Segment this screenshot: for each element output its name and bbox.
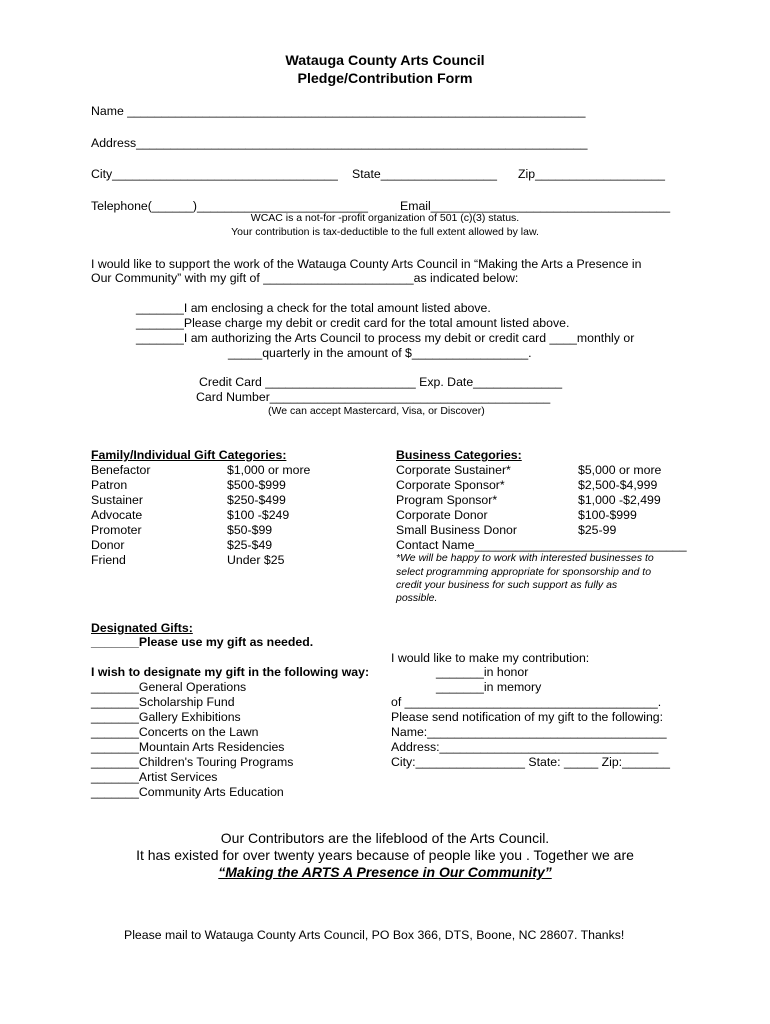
form-subtitle: Pledge/Contribution Form [297, 71, 473, 87]
designated-gifts-heading: Designated Gifts: [91, 621, 193, 635]
family-category-amount: $25-$49 [227, 538, 273, 552]
family-category-name: Promoter [91, 523, 142, 537]
family-category-amount: $1,000 or more [227, 463, 311, 477]
footer-slogan: “Making the ARTS A Presence in Our Community” [218, 864, 552, 880]
name-field[interactable]: Name ___________________________________________________________________ [91, 104, 586, 118]
business-note-line: possible. [396, 592, 438, 604]
designation-option[interactable]: _______Scholarship Fund [91, 695, 235, 709]
family-category-name: Benefactor [91, 463, 151, 477]
designation-option[interactable]: _______General Operations [91, 680, 247, 694]
notification-label: Please send notification of my gift to the following: [391, 710, 664, 724]
business-note-line: select programming appropriate for sponsorship and to [396, 566, 652, 578]
designation-option[interactable]: _______Gallery Exhibitions [91, 710, 241, 724]
email-field[interactable]: Email___________________________________ [400, 199, 671, 213]
family-category-amount: $500-$999 [227, 478, 286, 492]
notify-city-state-zip-field[interactable]: City:________________ State: _____ Zip:_______ [391, 755, 670, 769]
family-category-name: Friend [91, 553, 126, 567]
family-category-name: Donor [91, 538, 125, 552]
designation-option[interactable]: _______Children's Touring Programs [91, 755, 294, 769]
card-number-field[interactable]: Card Number_________________________________________ [196, 390, 551, 404]
family-category-amount: Under $25 [227, 553, 285, 567]
mailing-address: Please mail to Watauga County Arts Council, PO Box 366, DTS, Boone, NC 28607. Thanks! [124, 928, 625, 942]
family-category-name: Sustainer [91, 493, 143, 507]
business-category-name: Corporate Donor [396, 508, 488, 522]
designation-option[interactable]: _______Concerts on the Lawn [91, 725, 259, 739]
tax-status-note: WCAC is a not-for -profit organization of 501 (c)(3) status. [250, 212, 520, 224]
check-option[interactable]: _______I am enclosing a check for the total amount listed above. [136, 301, 491, 315]
business-category-amount: $100-$999 [578, 508, 637, 522]
intro-line-1: I would like to support the work of the Watauga County Arts Council in “Making the Arts a Presence in [91, 257, 642, 271]
designation-option[interactable]: _______Community Arts Education [91, 785, 284, 799]
address-field[interactable]: Address__________________________________________________________________ [91, 136, 588, 150]
charge-card-option[interactable]: _______Please charge my debit or credit card for the total amount listed above. [136, 316, 570, 330]
accepted-cards-note: (We can accept Mastercard, Visa, or Discover) [268, 405, 485, 417]
family-category-name: Patron [91, 478, 128, 492]
business-category-amount: $1,000 -$2,499 [578, 493, 661, 507]
family-category-amount: $250-$499 [227, 493, 286, 507]
as-needed-option[interactable]: _______Please use my gift as needed. [91, 635, 314, 649]
business-category-amount: $25-99 [578, 523, 617, 537]
gift-amount-field[interactable]: Our Community” with my gift of ______________________as indicated below: [91, 271, 519, 285]
business-category-name: Program Sponsor* [396, 493, 498, 507]
family-category-amount: $50-$99 [227, 523, 273, 537]
family-categories-heading: Family/Individual Gift Categories: [91, 448, 287, 462]
business-category-name: Small Business Donor [396, 523, 517, 537]
family-category-amount: $100 -$249 [227, 508, 290, 522]
footer-line-1: Our Contributors are the lifeblood of the Arts Council. [220, 830, 550, 846]
business-note-line: credit your business for such support as fully as [396, 579, 618, 591]
notify-name-field[interactable]: Name:___________________________________ [391, 725, 667, 739]
quarterly-amount-field[interactable]: _____quarterly in the amount of $_________________. [228, 346, 532, 360]
state-field[interactable]: State_________________ [352, 167, 497, 181]
recurring-option[interactable]: _______I am authorizing the Arts Council to process my debit or credit card ____monthly or [136, 331, 635, 345]
business-category-name: Corporate Sponsor* [396, 478, 505, 492]
form-title: Watauga County Arts Council [285, 53, 485, 69]
honoree-field[interactable]: of _____________________________________. [391, 695, 662, 709]
footer-line-2: It has existed for over twenty years because of people like you . Together we are [136, 847, 634, 863]
credit-card-field[interactable]: Credit Card ______________________ Exp. Date_____________ [199, 375, 563, 389]
business-categories-heading: Business Categories: [396, 448, 522, 462]
in-honor-option[interactable]: _______in honor [436, 665, 529, 679]
contact-name-field[interactable]: Contact Name_______________________________ [396, 538, 687, 552]
notify-address-field[interactable]: Address:________________________________ [391, 740, 659, 754]
city-field[interactable]: City_________________________________ [91, 167, 338, 181]
business-category-amount: $2,500-$4,999 [578, 478, 658, 492]
business-note-line: *We will be happy to work with interested businesses to [396, 552, 654, 564]
in-memory-option[interactable]: _______in memory [436, 680, 542, 694]
designation-option[interactable]: _______Mountain Arts Residencies [91, 740, 285, 754]
tax-deductible-note: Your contribution is tax-deductible to the full extent allowed by law. [231, 226, 539, 238]
designate-heading: I wish to designate my gift in the following way: [91, 665, 370, 679]
business-category-amount: $5,000 or more [578, 463, 662, 477]
honor-intro: I would like to make my contribution: [391, 651, 590, 665]
business-category-name: Corporate Sustainer* [396, 463, 511, 477]
family-category-name: Advocate [91, 508, 143, 522]
designation-option[interactable]: _______Artist Services [91, 770, 218, 784]
telephone-field[interactable]: Telephone(______)_________________________ [91, 199, 368, 213]
zip-field[interactable]: Zip___________________ [518, 167, 666, 181]
